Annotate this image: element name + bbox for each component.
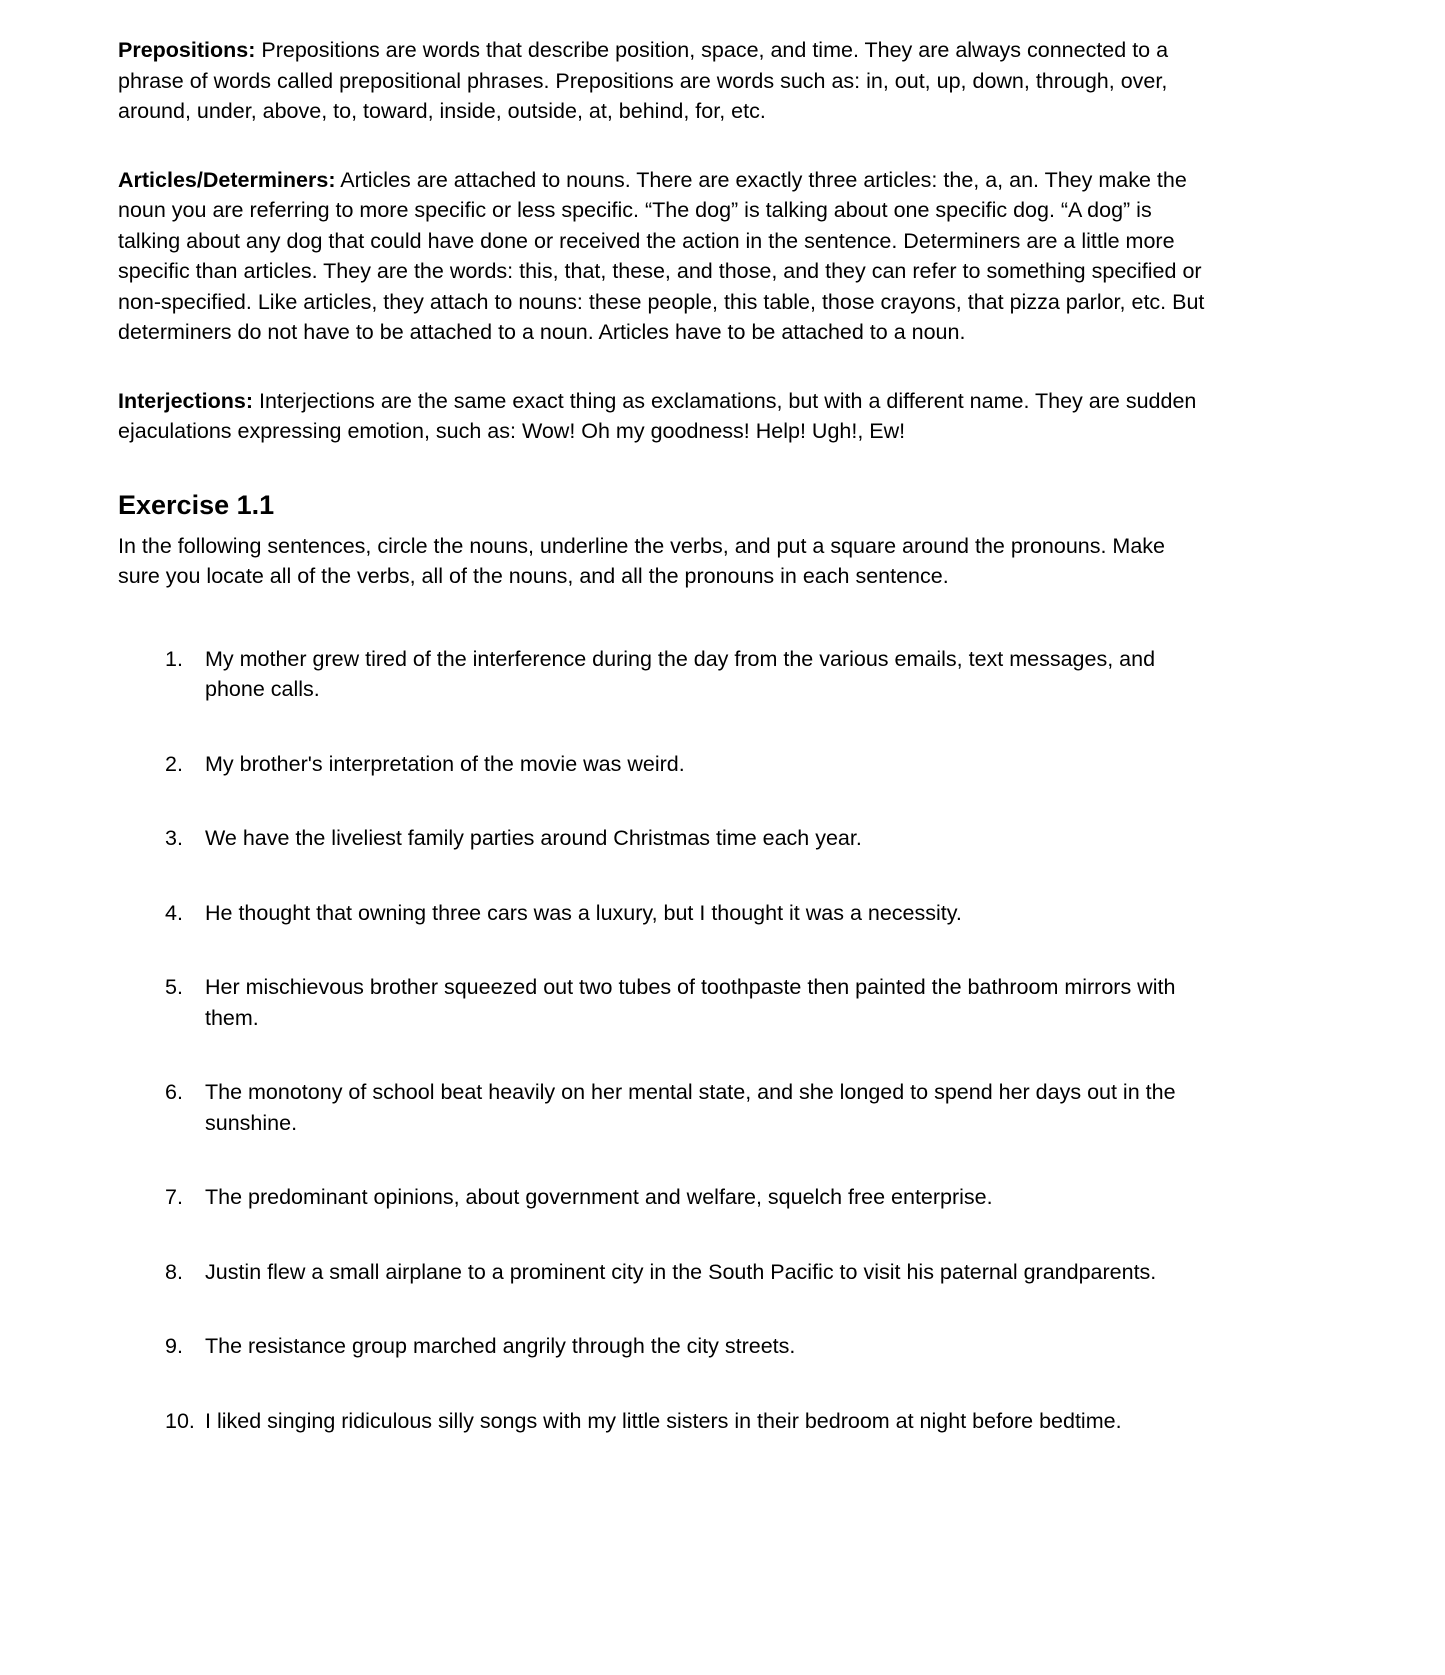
list-item (165, 1331, 1210, 1362)
list-item-text: Her mischievous brother squeezed out two tubes of toothpaste then painted the bathroom mirrors with them. (205, 975, 1176, 1030)
list-item-text: He thought that owning three cars was a luxury, but I thought it was a necessity. (205, 900, 962, 925)
paragraph-articles-determiners-label: Articles/Determiners: (118, 167, 336, 192)
list-item (165, 972, 1210, 1033)
paragraph-prepositions-text: Prepositions are words that describe position, space, and time. They are always connected to a phrase of words called prepositional phrases. Prepositions are words such as: in, out, up, down, through, over, around, under, above, to, toward, inside, outside, at, behind, for, etc. (118, 38, 1169, 123)
paragraph-prepositions (118, 35, 1210, 127)
list-item-text: The predominant opinions, about government and welfare, squelch free enterprise. (205, 1185, 993, 1209)
paragraph-prepositions-label: Prepositions: (118, 38, 256, 62)
list-item-number: 1. (165, 646, 183, 671)
list-item-number: 10. (165, 1408, 195, 1433)
paragraph-interjections-label: Interjections: (118, 388, 253, 413)
list-item (165, 823, 1210, 854)
list-item-number: 9. (165, 1334, 183, 1358)
list-item-text: The monotony of school beat heavily on her mental state, and she longed to spend her days out in the sunshine. (205, 1080, 1176, 1135)
paragraph-interjections (118, 386, 1210, 447)
paragraph-interjections-text: Interjections are the same exact thing as exclamations, but with a different name. They are sudden ejaculations expressing emotion, such as: Wow! Oh my goodness! Help! Ugh!, Ew! (118, 388, 1197, 443)
list-item-text: The resistance group marched angrily through the city streets. (205, 1334, 796, 1358)
paragraph-articles-determiners (118, 165, 1210, 348)
exercise-sentence-list (165, 644, 1210, 1437)
list-item-number: 6. (165, 1080, 183, 1104)
list-item-text: My brother's interpretation of the movie was weird. (205, 751, 685, 776)
list-item-number: 8. (165, 1259, 183, 1284)
exercise-instructions: In the following sentences, circle the nouns, underline the verbs, and put a square around the pronouns. Make sure you locate all of the verbs, all of the nouns, and all the pronouns in each sentence. (118, 533, 1166, 588)
list-item (165, 644, 1210, 705)
exercise-heading: Exercise 1.1 (118, 489, 275, 520)
list-item-text: We have the liveliest family parties around Christmas time each year. (205, 826, 862, 850)
list-item (165, 1257, 1210, 1288)
list-item (165, 1406, 1210, 1437)
list-item (165, 1182, 1210, 1213)
paragraph-articles-determiners-text: Articles are attached to nouns. There are exactly three articles: the, a, an. They make the noun you are referring to more specific or less specific. “The dog” is talking about one specific dog. “A dog” is talking about any dog that could have done or received the action in the sentence. Determiners are a little more specific than articles. They are the words: this, that, these, and those, and they can refer to something specified or non-specified. Like articles, they attach to nouns: these people, this table, those crayons, that pizza parlor, etc. But determiners do not have to be attached to a noun. Articles have to be attached to a noun. (118, 167, 1205, 344)
list-item (165, 749, 1210, 780)
list-item-number: 4. (165, 900, 183, 925)
list-item (165, 1077, 1210, 1138)
list-item-number: 5. (165, 975, 183, 999)
list-item-text: I liked singing ridiculous silly songs with my little sisters in their bedroom at night before bedtime. (205, 1408, 1122, 1433)
list-item-number: 2. (165, 751, 183, 776)
list-item (165, 898, 1210, 929)
list-item-number: 7. (165, 1185, 183, 1209)
list-item-text: Justin flew a small airplane to a prominent city in the South Pacific to visit his paternal grandparents. (205, 1259, 1157, 1284)
list-item-text: My mother grew tired of the interference during the day from the various emails, text messages, and phone calls. (205, 646, 1156, 701)
list-item-number: 3. (165, 826, 183, 850)
